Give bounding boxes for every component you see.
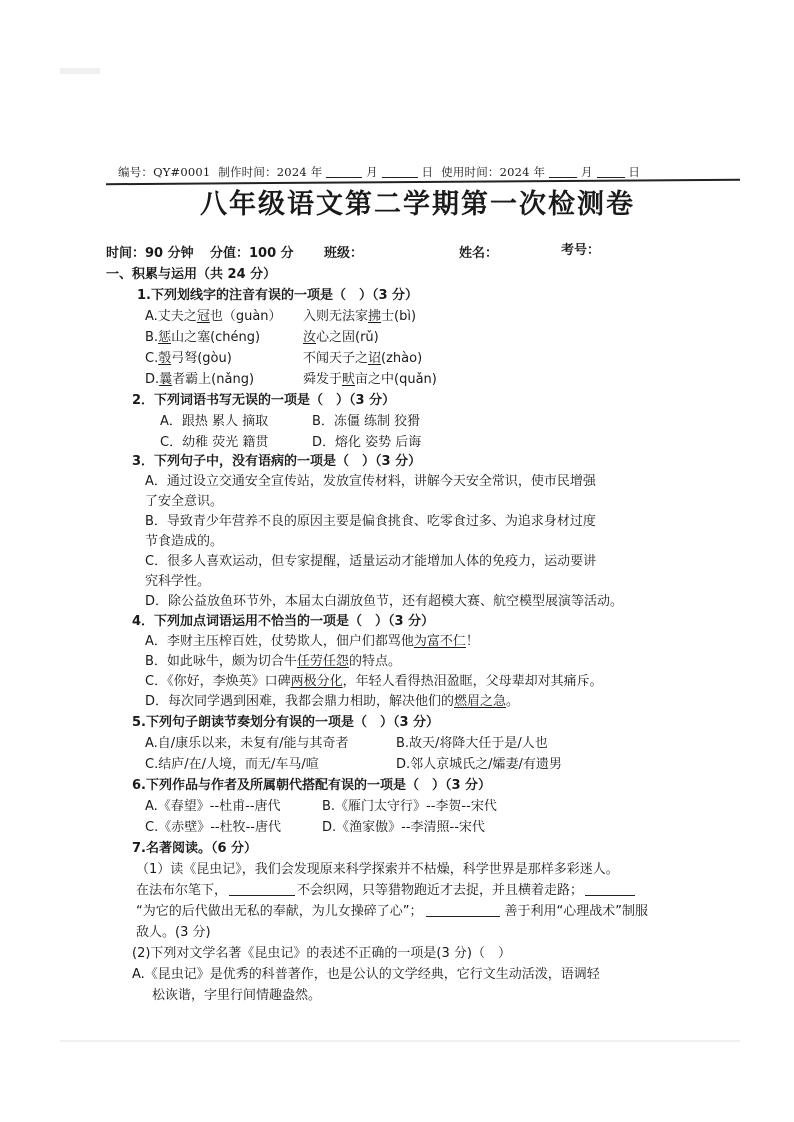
q1-option-d-right	[303, 371, 437, 389]
text: (zhào)	[381, 351, 423, 366]
text: B.	[145, 330, 159, 345]
q7-part2-stem: (2)下列对文学名著《昆虫记》的表述不正确的一项是(3 分)（ ）	[132, 946, 511, 961]
text: 亩之中(quǎn)	[355, 372, 437, 387]
q3-option-b[interactable]: B．导致青少年营养不良的原因主要是偏食挑食、吃零食过多、为追求身材过度	[145, 514, 596, 529]
question-1-stem: 1.下列划线字的注音有误的一项是（ ）（3 分）	[137, 288, 419, 303]
underlined-phrase: 两极分化	[290, 674, 343, 689]
q2-option-d[interactable]: D．熔化 姿势 后诲	[312, 435, 422, 450]
question-7-stem: 7.名著阅读。（6 分）	[132, 841, 258, 856]
q6-option-c[interactable]: C.《赤壁》--杜牧--唐代	[145, 820, 281, 835]
underlined-char: 彀	[158, 351, 172, 366]
q5-option-d[interactable]: D.邻人京城氏之/孀妻/有遗男	[396, 757, 562, 772]
q4-option-b[interactable]	[145, 653, 401, 671]
q2-option-a[interactable]: A．跟热 累人 摘取	[160, 414, 269, 429]
q3-option-d[interactable]: D．除公益放鱼环节外，本届太白湖放鱼节，还有超模大赛、航空模型展演等活动。	[145, 594, 624, 609]
q7-part2-option-a[interactable]: A.《昆虫记》是优秀的科普著作，也是公认的文学经典，它行文生动活泼，语调轻	[132, 967, 600, 982]
use-day-label: 日	[628, 165, 641, 179]
q4-option-a[interactable]	[145, 633, 479, 651]
q3-option-c[interactable]: C．很多人喜欢运动，但专家提醒，适量运动才能增加人体的免疫力，运动要讲	[145, 554, 597, 569]
q3-option-c-cont: 究科学性。	[145, 574, 211, 589]
q2-option-b[interactable]: B．冻僵 练制 狡猾	[312, 414, 421, 429]
scan-smudge	[60, 1040, 740, 1042]
q6-option-b[interactable]: B.《雁门太守行》--李贺--宋代	[322, 799, 497, 814]
name-label: 姓名：	[459, 246, 499, 261]
text: C.	[145, 351, 159, 366]
text: 在法布尔笔下，	[136, 883, 228, 898]
text: ，年轻人看得热泪盈眶，父母辈却对其痛斥。	[342, 674, 603, 689]
exam-number-label: 考号：	[561, 243, 601, 258]
class-label: 班级：	[324, 246, 364, 261]
q1-option-a-left[interactable]	[145, 308, 282, 326]
text: 也（guàn）	[209, 309, 282, 324]
q3-option-b-cont: 节食造成的。	[145, 534, 224, 549]
made-month-label: 月	[366, 165, 378, 179]
q4-option-c[interactable]	[145, 673, 603, 691]
q2-option-c[interactable]: C．幼稚 荧光 籍贯	[160, 435, 269, 450]
underlined-char: 曩	[159, 372, 173, 387]
text: ！	[465, 634, 479, 649]
scan-smudge	[60, 68, 100, 74]
text: 者霸上(nǎng)	[172, 372, 255, 387]
text: A.丈夫之	[145, 309, 197, 324]
answer-blank-2[interactable]	[585, 882, 635, 896]
text: 士(bì)	[381, 309, 417, 324]
text: D.	[145, 372, 160, 387]
underlined-char: 惩	[158, 330, 172, 345]
q7-part1-line3	[136, 903, 648, 921]
q6-option-a[interactable]: A.《春望》--杜甫--唐代	[145, 799, 281, 814]
score-label: 分值：100 分	[210, 246, 294, 261]
text: 。	[506, 694, 520, 709]
underlined-char: 畎	[342, 372, 356, 387]
text: 心之固(rǔ)	[316, 330, 379, 345]
made-day-label: 日	[421, 165, 434, 179]
text: 弓弩(gòu)	[171, 351, 232, 366]
use-month-blank[interactable]	[549, 164, 577, 178]
q1-option-c-left[interactable]	[145, 350, 232, 368]
q4-option-d[interactable]	[145, 693, 519, 711]
underlined-char: 冠	[196, 309, 210, 324]
text: 山之塞(chéng)	[171, 330, 261, 345]
use-month-label: 月	[580, 165, 593, 179]
text: D．每次同学遇到困难，我都会鼎力相助，解决他们的	[145, 694, 455, 709]
q1-option-d-left[interactable]	[145, 371, 254, 389]
question-6-stem: 6.下列作品与作者及所属朝代搭配有误的一项是（ ）（3 分）	[132, 778, 492, 793]
made-month-blank[interactable]	[382, 164, 418, 178]
q3-option-a[interactable]: A．通过设立交通安全宣传站，发放宣传材料，讲解今天安全常识，使市民增强	[145, 474, 596, 489]
underlined-char: 汝	[303, 330, 317, 345]
q3-option-a-cont: 了安全意识。	[145, 494, 224, 509]
text: “为它的后代做出无私的奉献，为儿女操碎了心”；	[136, 904, 423, 919]
text: 不会织网，只等猎物跑近才去捉，并且横着走路；	[297, 883, 584, 898]
question-4-stem: 4．下列加点词语运用不恰当的一项是（ ）（3 分）	[132, 614, 435, 629]
made-time-label: 制作时间：2024 年	[218, 165, 323, 179]
q6-option-d[interactable]: D.《渔家傲》--李清照--宋代	[322, 820, 485, 835]
question-2-stem: 2．下列词语书写无误的一项是（ ）（3 分）	[132, 393, 396, 408]
text: 入则无法家	[303, 309, 369, 324]
time-label: 时间：90 分钟	[106, 246, 194, 261]
question-3-stem: 3．下列句子中，没有语病的一项是（ ）（3 分）	[132, 454, 422, 469]
underlined-phrase: 为富不仁	[413, 634, 466, 649]
q7-part2-option-a-cont: 松诙谐，字里行间情趣盎然。	[152, 988, 322, 1003]
text: 不闻天子之	[303, 351, 369, 366]
answer-blank-1[interactable]	[229, 882, 295, 896]
page-title: 八年级语文第二学期第一次检测卷	[200, 189, 635, 220]
made-year-blank[interactable]	[326, 164, 362, 178]
question-5-stem: 5.下列句子朗读节奏划分有误的一项是（ ）（3 分）	[132, 715, 440, 730]
underlined-phrase: 任劳任怨	[296, 654, 349, 669]
text: B．如此咏牛，颇为切合牛	[145, 654, 297, 669]
text: A．李财主压榨百姓，仗势欺人，佃户们都骂他	[145, 634, 414, 649]
text: C．《你好，李焕英》口碑	[145, 674, 291, 689]
q1-option-a-right	[303, 308, 416, 326]
q1-option-b-left[interactable]	[145, 329, 260, 347]
use-day-blank[interactable]	[597, 164, 625, 178]
q7-part1-line4: 敌人。(3 分)	[136, 925, 211, 940]
q5-option-c[interactable]: C.结庐/在/人境，而无/车马/喧	[145, 757, 319, 772]
use-time-label: 使用时间：2024 年	[441, 165, 546, 179]
q7-part1-line2	[136, 882, 635, 900]
underlined-char: 拂	[368, 309, 382, 324]
q5-option-a[interactable]: A.自/康乐以来，未复有/能与其奇者	[145, 736, 349, 751]
text: 舜发于	[303, 372, 343, 387]
q5-option-b[interactable]: B.故天/将降大任于是/人也	[396, 736, 548, 751]
underlined-char: 诏	[368, 351, 382, 366]
underlined-phrase: 燃眉之急	[454, 694, 507, 709]
answer-blank-3[interactable]	[426, 903, 500, 917]
text: 善于利用“心理战术”制服	[504, 904, 648, 919]
doc-code: 编号：QY#0001	[118, 165, 211, 179]
section-heading: 一、积累与运用（共 24 分）	[106, 267, 277, 282]
q7-part1-line1: （1）读《昆虫记》，我们会发现原来科学探索并不枯燥，科学世界是那样多彩迷人。	[136, 862, 619, 877]
q1-option-c-right	[303, 350, 422, 368]
q1-option-b-right	[303, 329, 379, 347]
doc-header	[118, 163, 640, 181]
text: 的特点。	[348, 654, 401, 669]
